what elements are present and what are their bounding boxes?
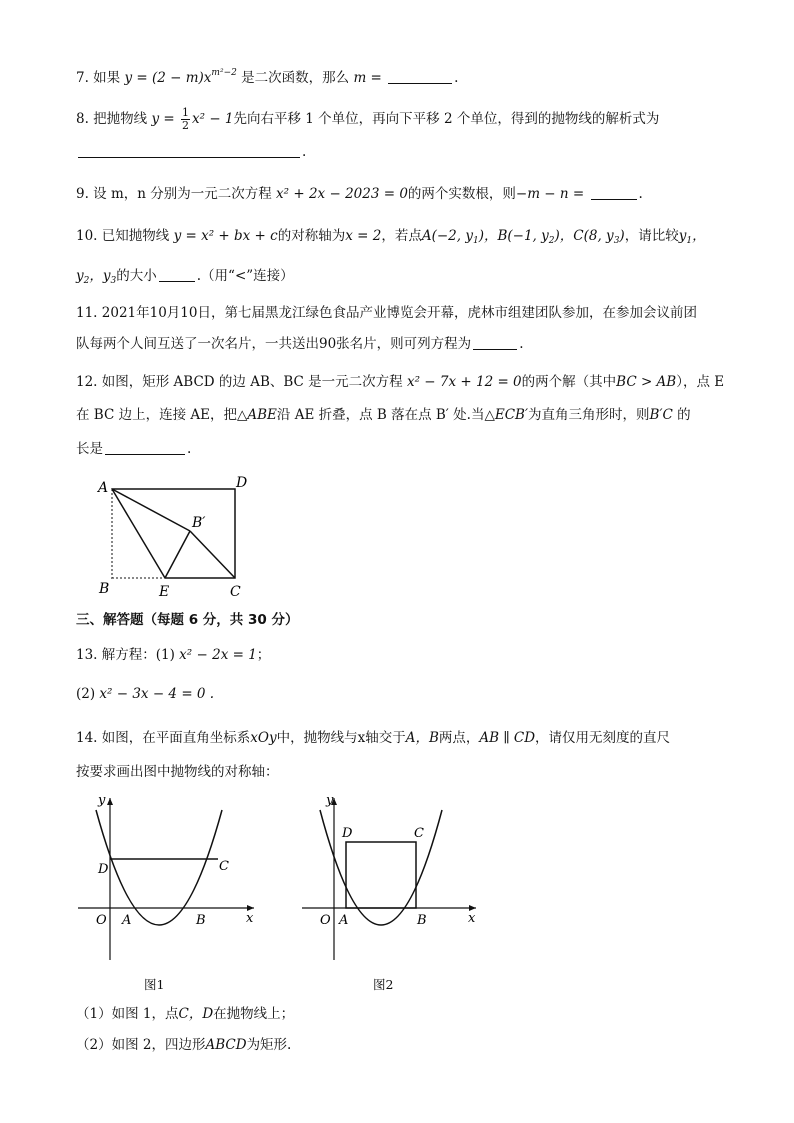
question-14-part2: （2）如图 2，四边形ABCD为矩形. [76, 1037, 292, 1053]
question-12: 12. 如图，矩形 ABCD 的边 AB、BC 是一元二次方程 x² − 7x + 12 = 0的两个解（其中BC > AB），点 E [76, 374, 725, 390]
label-x: x [246, 911, 254, 926]
segment-eb-prime [165, 531, 190, 578]
question-9: 9. 设 m，n 分别为一元二次方程 x² + 2x − 2023 = 0的两个实数根，则−m − n = . [76, 186, 643, 202]
label-a: A [122, 913, 132, 928]
segment-b-prime-c [190, 531, 235, 578]
segment-ae [112, 489, 165, 578]
label-c: C [414, 826, 424, 841]
answer-blank[interactable] [591, 185, 637, 200]
question-10: 10. 已知抛物线 y = x² + bx + c的对称轴为x = 2，若点A(−2, $y_1$)，B(−1, $y_2$)，C(8, $y_3$)，请比较$y_1$， [76, 228, 706, 246]
rectangle-abcd [346, 842, 416, 908]
label-b-prime: B′ [192, 515, 206, 531]
label-o: O [320, 913, 331, 928]
label-e: E [159, 584, 170, 600]
question-13-part2: (2) x² − 3x − 4 = 0 . [76, 686, 215, 702]
figure-q12-rectangle [92, 472, 262, 602]
answer-blank[interactable] [473, 335, 517, 350]
figure-2 [300, 790, 490, 965]
question-12-line3: 长是 . [76, 441, 192, 457]
rectangle-abcd [112, 489, 235, 578]
label-b: B [196, 913, 206, 928]
question-10-line2: $y_2$，$y_3$的大小 .（用“<”连接） [76, 268, 294, 286]
answer-blank[interactable] [105, 440, 185, 455]
question-11-line2: 队每两个人间互送了一次名片，一共送出90张名片，则可列方程为 . [76, 336, 524, 352]
label-y: y [326, 793, 334, 808]
question-14-line2: 按要求画出图中抛物线的对称轴： [76, 764, 279, 780]
question-7: 7. 如果 $y = (2 - m)x^{m^2-2}$ 是二次函数，那么 m = . [76, 68, 459, 86]
caption-figure-1: 图1 [144, 977, 165, 992]
label-y: y [98, 793, 106, 808]
question-8: 8. 把抛物线 y = $\frac{1}{2}$ x² − 1先向右平移 1 个单位，再向下平移 2 个单位，得到的抛物线的解析式为 [76, 106, 660, 132]
label-b: B [99, 581, 110, 597]
label-d: D [342, 826, 353, 841]
label-c: C [230, 584, 241, 600]
answer-blank[interactable] [159, 267, 195, 282]
section-3-heading: 三、解答题（每题 6 分，共 30 分） [76, 612, 299, 628]
figure-1 [76, 790, 266, 965]
question-14: 14. 如图，在平面直角坐标系xOy中，抛物线与x轴交于A，B两点，AB ∥ CD，请仅用无刻度的直尺 [76, 730, 671, 746]
answer-blank[interactable] [78, 143, 300, 158]
question-13: 13. 解方程：(1) x² − 2x = 1； [76, 647, 271, 663]
label-o: O [96, 913, 107, 928]
label-a: A [98, 480, 109, 496]
label-d: D [98, 862, 109, 877]
label-c: C [219, 859, 229, 874]
label-d: D [236, 475, 248, 491]
label-x: x [468, 911, 476, 926]
question-14-part1: （1）如图 1，点C，D在抛物线上； [76, 1006, 295, 1022]
answer-blank[interactable] [388, 69, 452, 84]
fraction-half: $\frac{1}{2}$ [182, 106, 189, 132]
question-11: 11. 2021年10月10日，第七届黑龙江绿色食品产业博览会开幕，虎林市组建团队参加，在参加会议前团 [76, 305, 697, 321]
q7-formula: $y = (2 - m)x^{m^2-2}$ [124, 68, 237, 86]
question-8-blank-line: . [76, 142, 306, 162]
question-12-line2: 在 BC 边上，连接 AE，把△ABE沿 AE 折叠，点 B 落在点 B′ 处.当△ECB′为直角三角形时，则B′C 的 [76, 407, 691, 423]
label-b: B [417, 913, 427, 928]
caption-figure-2: 图2 [373, 977, 394, 992]
label-a: A [339, 913, 349, 928]
